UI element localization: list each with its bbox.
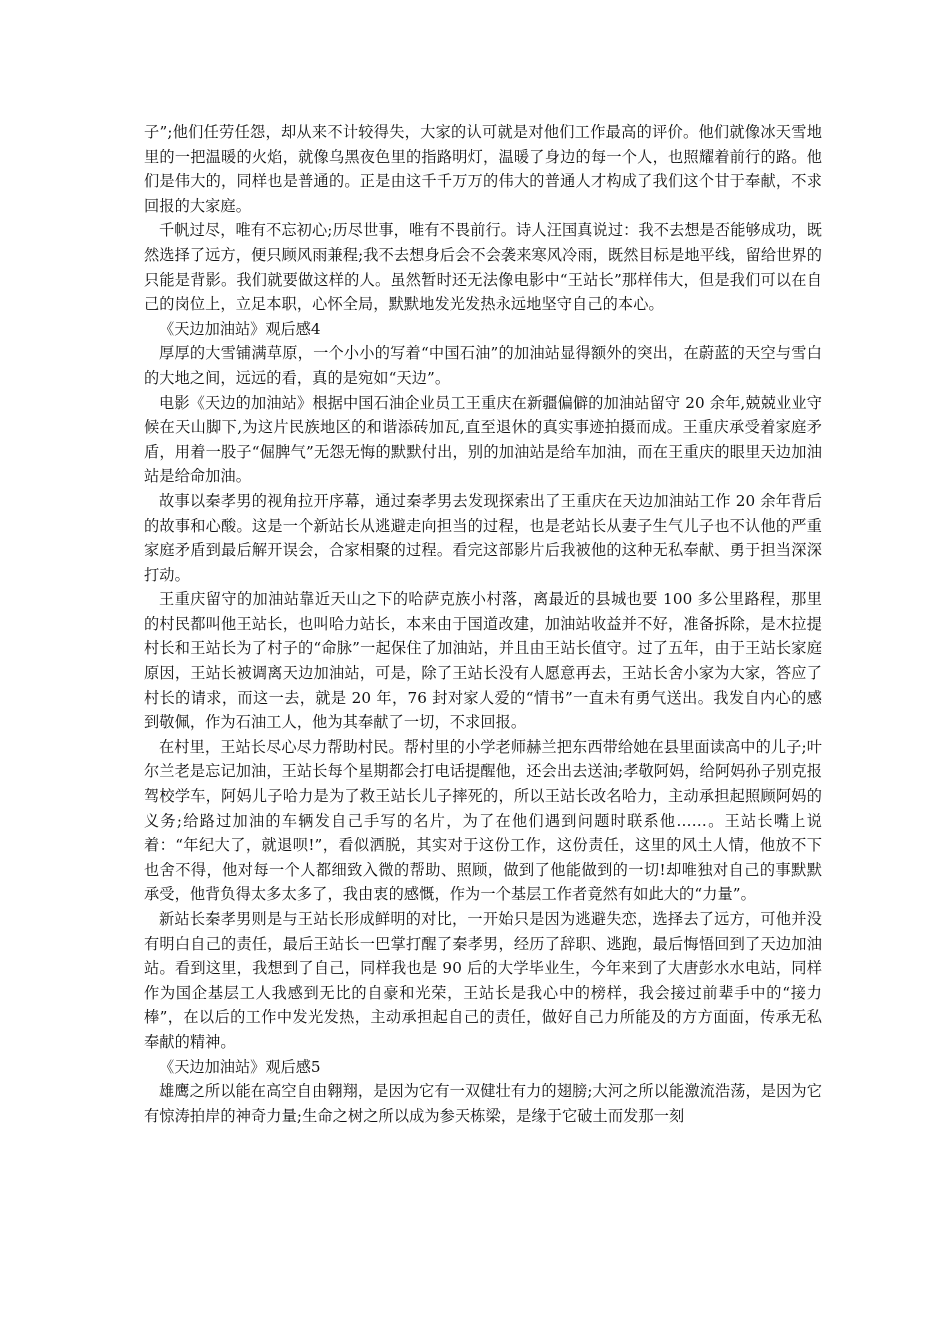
paragraph: 在村里，王站长尽心尽力帮助村民。帮村里的小学老师赫兰把东西带给她在县里面读高中的儿子;叶尔兰老是忘记加油，王站长每个星期都会打电话提醒他，还会出去送油;孝敬阿妈，给阿妈孙子别克报驾校学车，阿妈儿子哈力是为了救王站长儿子摔死的，所以王站长改名哈力，主动承担起照顾阿妈的义务;给路过加油的车辆发自己手写的名片，为了在他们遇到问题时联系他……。王站长嘴上说着：“年纪大了，就退呗!”，看似洒脱，其实对于这份工作，这份责任，这里的风土人情，他放不下也舍不得，他对每一个人都细致入微的帮助、照顾，做到了他能做到的一切!却唯独对自己的事默默承受，他背负得太多太多了，我由衷的感慨，作为一个基层工作者竟然有如此大的“力量”。 xyxy=(144,737,822,904)
paragraph: 雄鹰之所以能在高空自由翱翔，是因为它有一双健壮有力的翅膀;大河之所以能激流浩荡，是因为它有惊涛拍岸的神奇力量;生命之树之所以成为参天栋梁，是缘于它破土而发那一刻 xyxy=(144,1082,822,1125)
paragraph: 千帆过尽，唯有不忘初心;历尽世事，唯有不畏前行。诗人汪国真说过：我不去想是否能够成功，既然选择了远方，便只顾风雨兼程;我不去想身后会不会袭来寒风冷雨，既然目标是地平线，留给世界的只能是背影。我们就要做这样的人。虽然暂时还无法像电影中“王站长”那样伟大，但是我们可以在自己的岗位上，立足本职，心怀全局，默默地发光发热永远地坚守自己的本心。 xyxy=(144,221,822,314)
section-heading-4: 《天边加油站》观后感4 xyxy=(159,319,321,338)
paragraph-continued: 子”;他们任劳任怨，却从来不计较得失，大家的认可就是对他们工作最高的评价。他们就像冰天雪地里的一把温暖的火焰，就像乌黑夜色里的指路明灯，温暖了身边的每一个人，也照耀着前行的路。他们是伟大的，同样也是普通的。正是由这千千万万的伟大的普通人才构成了我们这个甘于奉献，不求回报的大家庭。 xyxy=(144,123,822,215)
paragraph: 厚厚的大雪铺满草原，一个小小的写着“中国石油”的加油站显得额外的突出，在蔚蓝的天空与雪白的大地之间，远远的看，真的是宛如“天边”。 xyxy=(144,344,822,387)
paragraph: 王重庆留守的加油站靠近天山之下的哈萨克族小村落，离最近的县城也要 100 多公里路程，那里的村民都叫他王站长，也叫哈力站长，本来由于国道改建，加油站收益并不好，准备拆除，是木拉提村长和王站长为了村子的“命脉”一起保住了加油站，并且由王站长值守。过了五年，由于王站长家庭原因，王站长被调离天边加油站，可是，除了王站长没有人愿意再去，王站长舍小家为大家，答应了村长的请求，而这一去，就是 20 年，76 封对家人爱的“情书”一直未有勇气送出。我发自内心的感到敬佩，作为石油工人，他为其奉献了一切，不求回报。 xyxy=(144,590,822,732)
section-heading-5: 《天边加油站》观后感5 xyxy=(159,1057,321,1076)
paragraph: 故事以秦孝男的视角拉开序幕，通过秦孝男去发现探索出了王重庆在天边加油站工作 20 余年背后的故事和心酸。这是一个新站长从逃避走向担当的过程，也是老站长从妻子生气儿子也不认他的严重家庭矛盾到最后解开误会，合家相聚的过程。看完这部影片后我被他的这种无私奉献、勇于担当深深打动。 xyxy=(144,491,822,584)
paragraph: 新站长秦孝男则是与王站长形成鲜明的对比，一开始只是因为逃避失恋，选择去了远方，可他并没有明白自己的责任，最后王站长一巴掌打醒了秦孝男，经历了辞职、逃跑，最后悔悟回到了天边加油站。看到这里，我想到了自己，同样我也是 90 后的大学毕业生，今年来到了大唐彭水水电站，同样作为国企基层工人我感到无比的自豪和光荣，王站长是我心中的榜样，我会接过前辈手中的“接力棒”，在以后的工作中发光发热，主动承担起自己的责任，做好自己力所能及的方方面面，传承无私奉献的精神。 xyxy=(144,910,822,1051)
paragraph: 电影《天边的加油站》根据中国石油企业员工王重庆在新疆偏僻的加油站留守 20 余年,兢兢业业守候在天山脚下,为这片民族地区的和谐添砖加瓦,直至退休的真实事迹拍摄而成。王重庆承受着家庭矛盾，用着一股子“倔脾气”无怨无悔的默默付出，别的加油站是给车加油，而在王重庆的眼里天边加油站是给命加油。 xyxy=(144,393,822,486)
